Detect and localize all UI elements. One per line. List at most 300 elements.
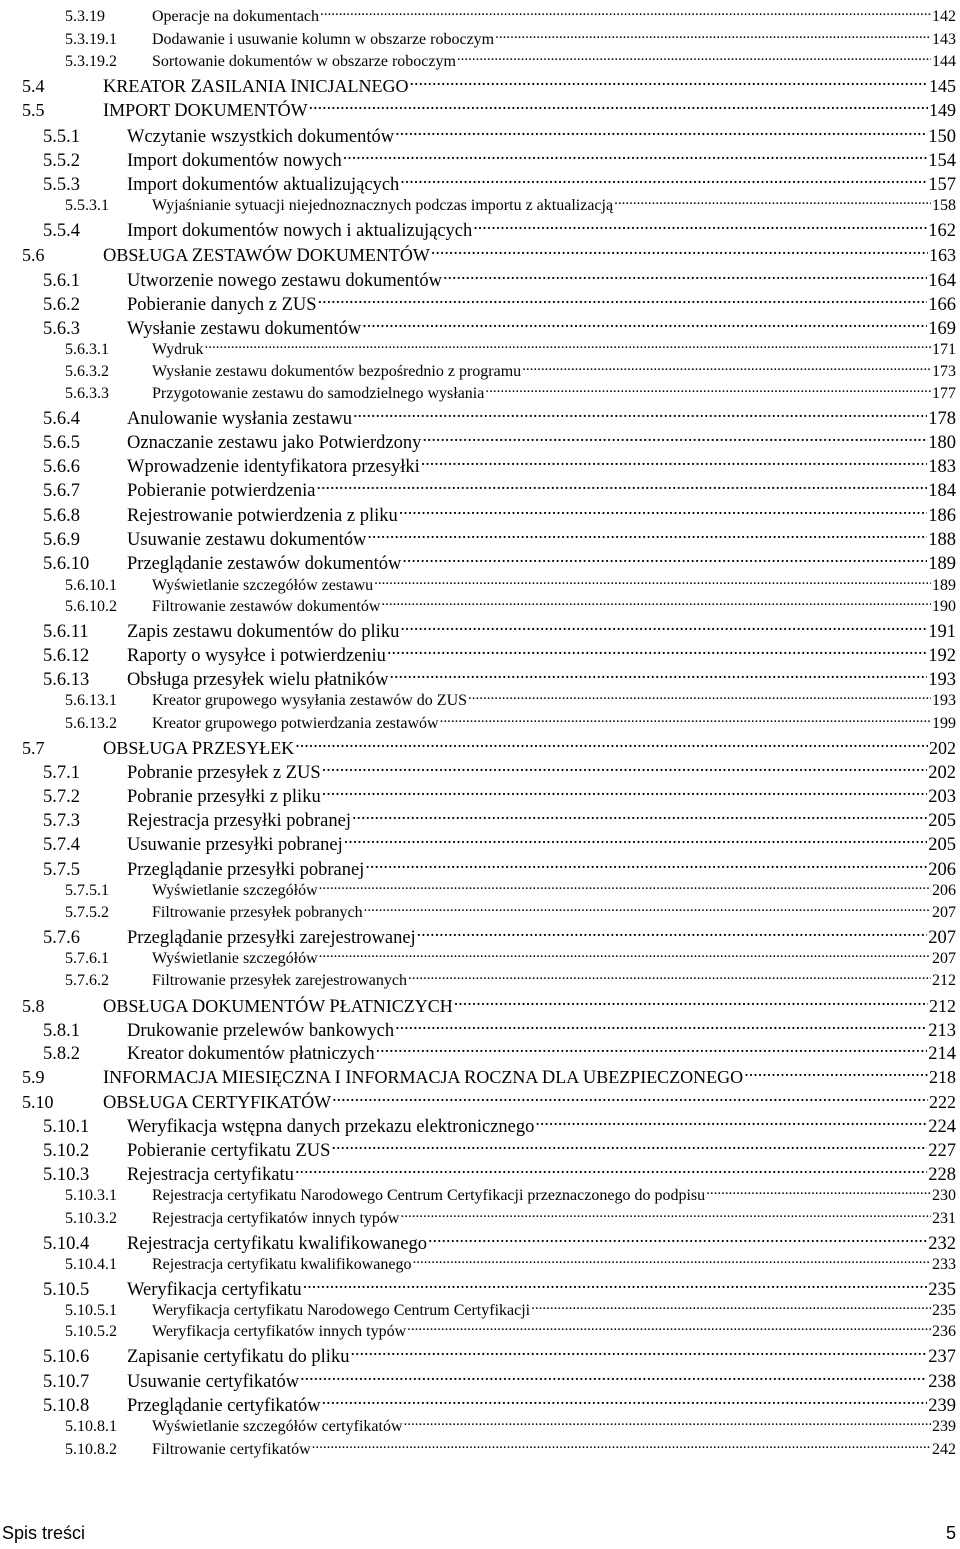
toc-entry-page: 178 <box>928 409 956 429</box>
toc-entry-number: 5.7.6.2 <box>65 972 109 989</box>
toc-entry[interactable] <box>43 551 956 575</box>
toc-entry-number: 5.6.11 <box>43 622 89 642</box>
dot-leader <box>322 1393 928 1411</box>
toc-entry-page: 238 <box>928 1372 956 1392</box>
toc-entry-page: 235 <box>932 1302 956 1319</box>
dot-leader <box>421 454 927 472</box>
toc-entry-title: Usuwanie certyfikatów <box>127 1372 300 1392</box>
toc-entry[interactable] <box>65 948 956 968</box>
toc-entry-page: 202 <box>928 763 956 783</box>
toc-entry-title: Przeglądanie zestawów dokumentów <box>127 554 402 574</box>
toc-entry-title: Oznaczanie zestawu jako Potwierdzony <box>127 433 422 453</box>
toc-entry[interactable] <box>43 478 956 502</box>
toc-entry[interactable] <box>22 74 956 96</box>
toc-entry-page: 205 <box>928 811 956 831</box>
toc-entry-number: 5.10.3.1 <box>65 1187 117 1204</box>
toc-entry-page: 189 <box>928 554 956 574</box>
dot-leader <box>350 1344 927 1362</box>
toc-entry[interactable] <box>43 784 956 808</box>
toc-entry[interactable] <box>43 760 956 784</box>
toc-entry-number: 5.6.4 <box>43 409 80 429</box>
toc-entry-title: Filtrowanie przesyłek pobranych <box>152 904 363 921</box>
toc-entry-page: 227 <box>928 1141 956 1161</box>
toc-entry-title: Pobieranie danych z ZUS <box>127 295 317 315</box>
toc-entry-page: 144 <box>932 53 956 70</box>
toc-entry-number: 5.10.8 <box>43 1396 90 1416</box>
toc-entry-number: 5.6.3 <box>43 319 80 339</box>
dot-leader <box>295 1162 927 1180</box>
toc-entry-number: 5.7.4 <box>43 835 80 855</box>
toc-entry-title: Rejestrowanie potwierdzenia z pliku <box>127 506 398 526</box>
toc-entry[interactable] <box>65 1416 956 1436</box>
toc-entry-number: 5.6.3.2 <box>65 363 109 380</box>
toc-entry-page: 169 <box>928 319 956 339</box>
dot-leader <box>535 1114 927 1132</box>
toc-entry-page: 205 <box>928 835 956 855</box>
dot-leader <box>407 1321 931 1336</box>
dot-leader <box>344 832 927 850</box>
toc-entry[interactable] <box>43 808 956 832</box>
toc-entry[interactable] <box>43 527 956 551</box>
toc-entry-page: 202 <box>929 738 956 758</box>
toc-entry-number: 5.6.2 <box>43 295 80 315</box>
toc-entry[interactable] <box>43 1231 956 1255</box>
toc-entry-number: 5.6.3.3 <box>65 385 109 402</box>
dot-leader <box>364 902 931 917</box>
dot-leader <box>309 98 928 116</box>
toc-entry-title: Wprowadzenie identyfikatora przesyłki <box>127 457 420 477</box>
toc-entry-title: OBSŁUGA CERTYFIKATÓW <box>103 1092 332 1113</box>
dot-leader <box>319 880 931 895</box>
toc-entry-page: 184 <box>928 481 956 501</box>
dot-leader <box>312 1439 931 1454</box>
dot-leader <box>412 1254 931 1269</box>
dot-leader <box>319 948 931 963</box>
toc-entry[interactable] <box>65 51 956 71</box>
dot-leader <box>390 667 928 685</box>
toc-entry-number: 5.9 <box>22 1067 45 1087</box>
dot-leader <box>317 478 928 496</box>
toc-entry-number: 5.10.6 <box>43 1347 90 1367</box>
toc-entry-page: 218 <box>929 1067 956 1087</box>
dot-leader <box>417 925 928 943</box>
toc-entry[interactable] <box>65 880 956 900</box>
toc-entry-page: 145 <box>929 76 956 96</box>
toc-entry-title: Przeglądanie certyfikatów <box>127 1396 321 1416</box>
toc-entry-number: 5.10.4.1 <box>65 1256 117 1273</box>
toc-entry-number: 5.6.10 <box>43 554 90 574</box>
toc-entry-page: 166 <box>928 295 956 315</box>
dot-leader <box>295 736 928 754</box>
toc-entry[interactable] <box>43 218 956 242</box>
toc-entry-page: 191 <box>928 622 956 642</box>
toc-entry-page: 236 <box>932 1323 956 1340</box>
toc-entry[interactable] <box>43 857 956 881</box>
toc-entry-page: 239 <box>932 1418 956 1435</box>
toc-entry-title: Pobieranie potwierdzenia <box>127 481 316 501</box>
toc-entry-title: Zapisanie certyfikatu do pliku <box>127 1347 350 1367</box>
toc-entry[interactable] <box>43 1114 956 1138</box>
toc-entry-title: Wydruk <box>152 341 204 358</box>
toc-entry[interactable] <box>43 1393 956 1417</box>
toc-entry-title: Filtrowanie przesyłek zarejestrowanych <box>152 972 408 989</box>
toc-entry-title: Drukowanie przelewów bankowych <box>127 1021 395 1041</box>
toc-entry-title: Kreator grupowego potwierdzania zestawów <box>152 715 439 732</box>
toc-entry[interactable] <box>65 1321 956 1341</box>
toc-entry-number: 5.6.1 <box>43 271 80 291</box>
toc-entry-title: Obsługa przesyłek wielu płatników <box>127 670 389 690</box>
toc-entry[interactable] <box>65 339 956 359</box>
toc-entry[interactable] <box>65 575 956 595</box>
toc-entry[interactable] <box>65 1300 956 1320</box>
dot-leader <box>204 339 931 354</box>
toc-entry-number: 5.5 <box>22 100 45 120</box>
dot-leader <box>367 527 927 545</box>
toc-entry-title: Import dokumentów nowych i aktualizujących <box>127 221 473 241</box>
toc-entry-title: Import dokumentów aktualizujących <box>127 175 400 195</box>
toc-entry-number: 5.7.6.1 <box>65 950 109 967</box>
toc-entry[interactable] <box>43 832 956 856</box>
dot-leader <box>443 268 927 286</box>
toc-entry-number: 5.7.3 <box>43 811 80 831</box>
toc-entry[interactable] <box>65 6 956 26</box>
toc-entry-title: Kreator dokumentów płatniczych <box>127 1044 375 1064</box>
toc-entry[interactable] <box>65 596 956 616</box>
dot-leader <box>428 1231 927 1249</box>
dot-leader <box>400 619 927 637</box>
toc-entry-title: Rejestracja certyfikatu kwalifikowanego <box>152 1256 412 1273</box>
footer-title: Spis treści <box>2 1523 86 1543</box>
toc-entry-number: 5.8.2 <box>43 1044 80 1064</box>
toc-entry[interactable] <box>43 925 956 949</box>
toc-entry-title: Usuwanie zestawu dokumentów <box>127 530 367 550</box>
toc-entry-page: 207 <box>932 904 956 921</box>
toc-entry-title: Rejestracja przesyłki pobranej <box>127 811 351 831</box>
toc-entry-title: Anulowanie wysłania zestawu <box>127 409 353 429</box>
toc-entry-page: 206 <box>928 860 956 880</box>
toc-entry[interactable] <box>43 148 956 172</box>
toc-entry[interactable] <box>65 690 956 710</box>
toc-entry-title: Weryfikacja certyfikatu Narodowego Centrum Certyfikacji <box>152 1302 531 1319</box>
toc-entry-number: 5.6.9 <box>43 530 80 550</box>
toc-entry[interactable] <box>43 1344 956 1368</box>
toc-entry-number: 5.4 <box>22 76 45 96</box>
toc-entry-page: 149 <box>929 100 956 120</box>
toc-entry-title: Usuwanie przesyłki pobranej <box>127 835 343 855</box>
toc-entry[interactable] <box>65 361 956 381</box>
dot-leader <box>352 808 927 826</box>
toc-entry-title: OBSŁUGA ZESTAWÓW DOKUMENTÓW <box>103 245 430 266</box>
toc-entry-number: 5.10.5.1 <box>65 1302 117 1319</box>
dot-leader <box>303 1277 928 1295</box>
toc-entry-page: 207 <box>932 950 956 967</box>
dot-leader <box>400 172 927 190</box>
toc-entry-page: 207 <box>928 928 956 948</box>
toc-entry-title: Wyświetlanie szczegółów <box>152 950 318 967</box>
dot-leader <box>322 760 928 778</box>
toc-entry-number: 5.6.3.1 <box>65 341 109 358</box>
toc-entry[interactable] <box>65 29 956 49</box>
toc-entry-number: 5.5.3.1 <box>65 197 109 214</box>
dot-leader <box>318 292 928 310</box>
toc-entry-title: Rejestracja certyfikatu Narodowego Centrum Certyfikacji przeznaczonego do podpisu <box>152 1187 706 1204</box>
toc-entry-page: 183 <box>928 457 956 477</box>
toc-entry[interactable] <box>65 1254 956 1274</box>
toc-entry[interactable] <box>43 619 956 643</box>
toc-entry-title: Wyświetlanie szczegółów <box>152 882 318 899</box>
dot-leader <box>531 1300 931 1315</box>
toc-entry[interactable] <box>43 503 956 527</box>
dot-leader <box>468 690 931 705</box>
toc-entry-number: 5.10 <box>22 1092 54 1112</box>
dot-leader <box>457 51 931 66</box>
toc-entry-number: 5.3.19 <box>65 8 105 25</box>
toc-entry-page: 154 <box>928 151 956 171</box>
toc-entry[interactable] <box>43 430 956 454</box>
toc-entry-number: 5.8.1 <box>43 1021 80 1041</box>
toc-entry-page: 186 <box>928 506 956 526</box>
toc-entry[interactable] <box>65 383 956 403</box>
toc-entry-number: 5.6.8 <box>43 506 80 526</box>
toc-entry-page: 242 <box>932 1441 956 1458</box>
toc-entry-number: 5.10.2 <box>43 1141 90 1161</box>
toc-entry-title: Weryfikacja certyfikatu <box>127 1280 302 1300</box>
toc-entry-page: 163 <box>929 245 956 265</box>
toc-entry-number: 5.7.1 <box>43 763 80 783</box>
toc-entry-number: 5.6.7 <box>43 481 80 501</box>
toc-entry-number: 5.6.6 <box>43 457 80 477</box>
toc-entry[interactable] <box>43 1162 956 1186</box>
toc-entry-number: 5.7.5 <box>43 860 80 880</box>
dot-leader <box>440 713 931 728</box>
toc-entry-title: Raporty o wysyłce i potwierdzeniu <box>127 646 386 666</box>
dot-leader <box>331 1138 927 1156</box>
toc-entry[interactable] <box>65 195 956 215</box>
toc-entry-title: Sortowanie dokumentów w obszarze roboczym <box>152 53 456 70</box>
toc-entry[interactable] <box>43 1041 956 1065</box>
toc-entry-page: 193 <box>928 670 956 690</box>
toc-entry-title: Przeglądanie przesyłki zarejestrowanej <box>127 928 416 948</box>
dot-leader <box>422 430 927 448</box>
toc-entry-page: 237 <box>928 1347 956 1367</box>
toc-entry-page: 180 <box>928 433 956 453</box>
toc-entry-title: Utworzenie nowego zestawu dokumentów <box>127 271 442 291</box>
toc-entry-number: 5.10.1 <box>43 1117 90 1137</box>
toc-entry-page: 213 <box>928 1021 956 1041</box>
toc-entry-number: 5.10.8.2 <box>65 1441 117 1458</box>
toc-entry-number: 5.10.5 <box>43 1280 90 1300</box>
toc-entry-number: 5.6 <box>22 245 45 265</box>
toc-entry[interactable] <box>43 268 956 292</box>
toc-entry-title: Weryfikacja certyfikatów innych typów <box>152 1323 407 1340</box>
toc-entry-page: 158 <box>932 197 956 214</box>
toc-entry-number: 5.10.3.2 <box>65 1210 117 1227</box>
toc-entry-title: Pobranie przesyłek z ZUS <box>127 763 321 783</box>
toc-entry-page: 189 <box>932 577 956 594</box>
toc-entry-number: 5.7 <box>22 738 45 758</box>
toc-entry-title: Wysłanie zestawu dokumentów bezpośrednio z programu <box>152 363 522 380</box>
toc-entry-page: 232 <box>928 1234 956 1254</box>
toc-entry[interactable] <box>43 406 956 430</box>
toc-entry-number: 5.10.8.1 <box>65 1418 117 1435</box>
dot-leader <box>408 970 931 985</box>
toc-entry[interactable] <box>65 713 956 733</box>
toc-entry-page: 142 <box>932 8 956 25</box>
toc-entry-title: Wyświetlanie szczegółów zestawu <box>152 577 374 594</box>
dot-leader <box>454 994 928 1012</box>
toc-entry-page: 235 <box>928 1280 956 1300</box>
dot-leader <box>431 243 928 261</box>
toc-entry-number: 5.7.5.1 <box>65 882 109 899</box>
toc-entry-title: KREATOR ZASILANIA INICJALNEGO <box>103 76 409 97</box>
dot-leader <box>399 503 928 521</box>
dot-leader <box>744 1065 928 1083</box>
toc-entry-number: 5.6.5 <box>43 433 80 453</box>
toc-entry-page: 222 <box>929 1092 956 1112</box>
toc-entry[interactable] <box>65 1208 956 1228</box>
toc-entry-page: 162 <box>928 221 956 241</box>
toc-entry-title: Rejestracja certyfikatu kwalifikowanego <box>127 1234 427 1254</box>
dot-leader <box>374 575 931 590</box>
toc-entry-title: OBSŁUGA DOKUMENTÓW PŁATNICZYCH <box>103 996 453 1017</box>
toc-entry-number: 5.6.10.2 <box>65 598 117 615</box>
dot-leader <box>706 1185 931 1200</box>
toc-entry[interactable] <box>43 1018 956 1042</box>
toc-entry-number: 5.6.13.2 <box>65 715 117 732</box>
dot-leader <box>495 29 931 44</box>
toc-entry[interactable] <box>43 1369 956 1393</box>
toc-entry[interactable] <box>65 902 956 922</box>
toc-entry-title: Pobieranie certyfikatu ZUS <box>127 1141 331 1161</box>
toc-entry-page: 230 <box>932 1187 956 1204</box>
toc-entry-title: Pobranie przesyłki z pliku <box>127 787 321 807</box>
toc-entry-title: Operacje na dokumentach <box>152 8 320 25</box>
dot-leader <box>395 124 927 142</box>
toc-entry-page: 231 <box>932 1210 956 1227</box>
toc-entry-page: 188 <box>928 530 956 550</box>
dot-leader <box>614 195 931 210</box>
toc-entry[interactable] <box>43 667 956 691</box>
dot-leader <box>404 1416 932 1431</box>
toc-entry[interactable] <box>22 1065 956 1087</box>
toc-entry-page: 206 <box>932 882 956 899</box>
toc-entry[interactable] <box>43 643 956 667</box>
toc-entry-page: 203 <box>928 787 956 807</box>
toc-entry[interactable] <box>43 1277 956 1301</box>
toc-entry-page: 228 <box>928 1165 956 1185</box>
dot-leader <box>376 1041 928 1059</box>
dot-leader <box>400 1208 931 1223</box>
toc-entry[interactable] <box>43 172 956 196</box>
toc-entry-title: Przeglądanie przesyłki pobranej <box>127 860 365 880</box>
toc-entry[interactable] <box>43 1138 956 1162</box>
toc-entry-page: 171 <box>932 341 956 358</box>
toc-entry-title: Filtrowanie certyfikatów <box>152 1441 311 1458</box>
toc-entry-number: 5.5.2 <box>43 151 80 171</box>
toc-entry[interactable] <box>65 1185 956 1205</box>
toc-entry[interactable] <box>22 243 956 265</box>
dot-leader <box>402 551 927 569</box>
toc-entry-page: 150 <box>928 127 956 147</box>
toc-entry-title: Rejestracja certyfikatu <box>127 1165 294 1185</box>
dot-leader <box>522 361 931 376</box>
toc-entry-page: 214 <box>928 1044 956 1064</box>
dot-leader <box>322 784 928 802</box>
dot-leader <box>320 6 931 21</box>
toc-entry-page: 143 <box>932 31 956 48</box>
toc-entry-title: INFORMACJA MIESIĘCZNA I INFORMACJA ROCZNA DLA UBEZPIECZONEGO <box>103 1067 744 1088</box>
dot-leader <box>343 148 927 166</box>
toc-entry[interactable] <box>22 1090 956 1112</box>
dot-leader <box>387 643 927 661</box>
dot-leader <box>300 1369 927 1387</box>
toc-entry-number: 5.8 <box>22 996 45 1016</box>
toc-entry-title: Przygotowanie zestawu do samodzielnego wysłania <box>152 385 485 402</box>
dot-leader <box>362 316 927 334</box>
toc-entry[interactable] <box>43 124 956 148</box>
dot-leader <box>395 1018 927 1036</box>
toc-entry-page: 212 <box>929 996 956 1016</box>
toc-entry[interactable] <box>22 98 956 120</box>
dot-leader <box>381 596 931 611</box>
toc-entry-number: 5.10.5.2 <box>65 1323 117 1340</box>
toc-entry-page: 157 <box>928 175 956 195</box>
toc-entry-title: Wczytanie wszystkich dokumentów <box>127 127 395 147</box>
dot-leader <box>365 857 927 875</box>
toc-entry-page: 212 <box>932 972 956 989</box>
toc-entry-page: 177 <box>932 385 956 402</box>
dot-leader <box>332 1090 928 1108</box>
toc-entry-number: 5.5.1 <box>43 127 80 147</box>
dot-leader <box>485 383 931 398</box>
toc-entry-page: 164 <box>928 271 956 291</box>
toc-entry[interactable] <box>43 454 956 478</box>
toc-entry-number: 5.10.7 <box>43 1372 90 1392</box>
toc-entry[interactable] <box>43 292 956 316</box>
toc-entry-title: Wysłanie zestawu dokumentów <box>127 319 362 339</box>
toc-entry-page: 239 <box>928 1396 956 1416</box>
toc-entry[interactable] <box>43 316 956 340</box>
footer-page-number: 5 <box>945 1523 956 1543</box>
toc-entry-number: 5.3.19.2 <box>65 53 117 70</box>
toc-entry-title: Import dokumentów nowych <box>127 151 342 171</box>
toc-entry-title: OBSŁUGA PRZESYŁEK <box>103 738 295 759</box>
toc-entry-number: 5.6.12 <box>43 646 90 666</box>
toc-entry-title: Wyjaśnianie sytuacji niejednoznacznych podczas importu z aktualizacją <box>152 197 614 214</box>
toc-entry-page: 190 <box>932 598 956 615</box>
toc-entry[interactable] <box>65 970 956 990</box>
toc-entry-title: Rejestracja certyfikatów innych typów <box>152 1210 400 1227</box>
toc-entry-title: Weryfikacja wstępna danych przekazu elektronicznego <box>127 1117 535 1137</box>
toc-entry-title: Filtrowanie zestawów dokumentów <box>152 598 381 615</box>
toc-entry-number: 5.10.4 <box>43 1234 90 1254</box>
toc-entry[interactable] <box>22 736 956 758</box>
toc-entry[interactable] <box>65 1439 956 1459</box>
toc-entry-page: 233 <box>932 1256 956 1273</box>
page-footer <box>0 1523 960 1549</box>
toc-entry-title: Zapis zestawu dokumentów do pliku <box>127 622 400 642</box>
dot-leader <box>353 406 927 424</box>
toc-entry-number: 5.5.4 <box>43 221 80 241</box>
toc-entry-page: 224 <box>928 1117 956 1137</box>
toc-entry-title: Wyświetlanie szczegółów certyfikatów <box>152 1418 403 1435</box>
toc-entry-number: 5.6.13 <box>43 670 90 690</box>
toc-entry-number: 5.5.3 <box>43 175 80 195</box>
toc-entry-page: 192 <box>928 646 956 666</box>
toc-entry[interactable] <box>22 994 956 1016</box>
toc-entry-page: 193 <box>932 692 956 709</box>
toc-entry-title: IMPORT DOKUMENTÓW <box>103 100 308 121</box>
